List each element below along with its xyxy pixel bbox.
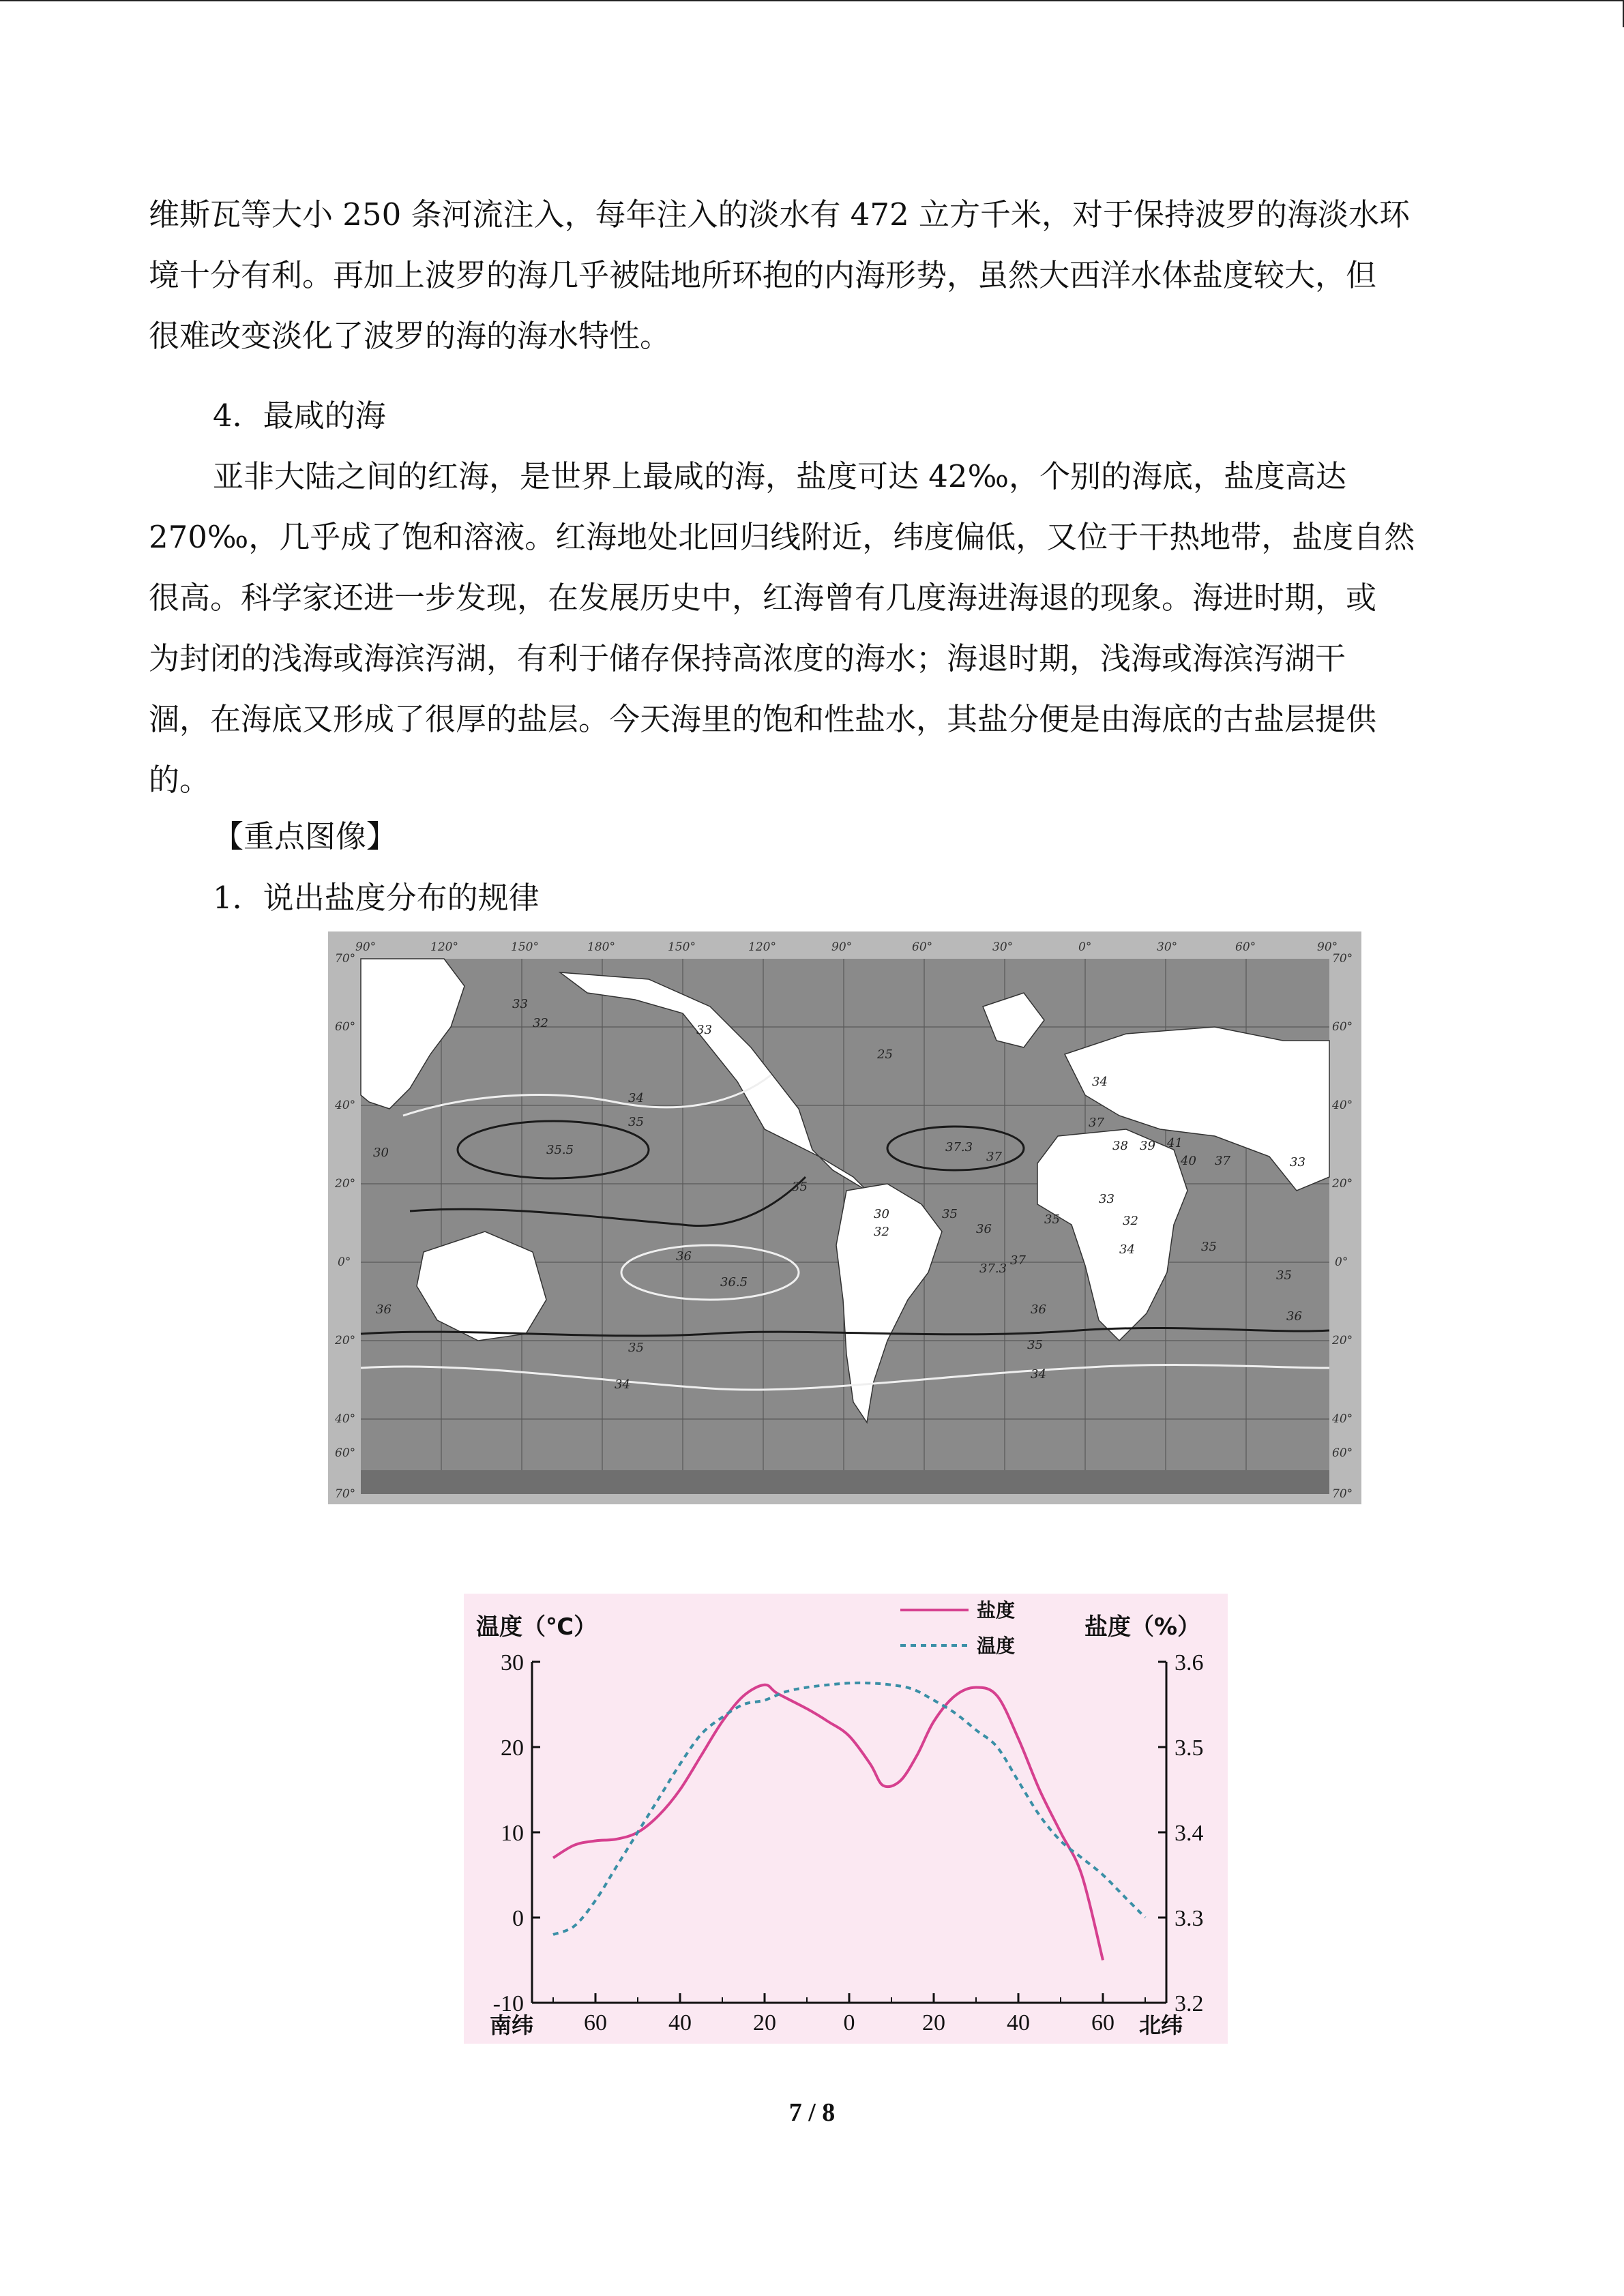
isohaline-label: 34 [1119, 1242, 1135, 1257]
lon-label: 90° [355, 940, 377, 954]
lon-label: 60° [1235, 940, 1256, 954]
isohaline-label: 25 [877, 1047, 893, 1062]
lat-label: 70° [335, 1487, 356, 1501]
lat-label: 0° [1335, 1255, 1348, 1269]
text-line: 维斯瓦等大小 250 条河流注入，每年注入的淡水有 472 立方千米，对于保持波罗的海淡水环 [149, 196, 1411, 233]
x-tick-label: 60 [584, 2010, 607, 2036]
isohaline-label: 30 [874, 1207, 889, 1221]
lon-label: 60° [912, 940, 933, 954]
isohaline-label: 35 [1044, 1212, 1060, 1227]
x-axis-north-label: 北纬 [1139, 2012, 1183, 2038]
lat-label: 60° [335, 1446, 356, 1460]
lat-label: 60° [1332, 1446, 1353, 1460]
lon-label: 90° [831, 940, 853, 954]
text-line: 很高。科学家还进一步发现，在发展历史中，红海曾有几度海进海退的现象。海进时期，或 [149, 580, 1377, 616]
isohaline-label: 38 [1112, 1139, 1128, 1153]
lon-label: 30° [992, 940, 1014, 954]
isohaline-label: 35 [1276, 1268, 1292, 1283]
isohaline-label: 36 [676, 1249, 692, 1264]
lat-label: 70° [1332, 1487, 1353, 1501]
lat-label: 60° [335, 1020, 356, 1034]
isohaline-label: 35 [1027, 1338, 1043, 1352]
x-tick-label: 0 [843, 2010, 855, 2036]
x-tick-label: 60 [1091, 2010, 1114, 2036]
x-tick-label: 20 [753, 2010, 776, 2036]
antarctic-band [361, 1470, 1329, 1494]
y-right-tick-label: 3.2 [1175, 1991, 1204, 2016]
y-left-tick-label: 0 [512, 1906, 524, 1931]
lon-label: 180° [587, 940, 615, 954]
lat-label: 40° [1332, 1412, 1353, 1426]
isohaline-label: 32 [533, 1016, 548, 1030]
lat-label: 40° [335, 1099, 356, 1112]
isohaline-label: 33 [1099, 1192, 1114, 1206]
x-tick-label: 40 [1007, 2010, 1030, 2036]
isohaline-label: 34 [615, 1377, 630, 1392]
heading-saltiest-sea: 4．最咸的海 [213, 398, 386, 434]
isohaline-label: 36 [376, 1302, 392, 1317]
text-line: 很难改变淡化了波罗的海的海水特性。 [149, 318, 671, 354]
baltic-paragraph [149, 184, 1472, 366]
isohaline-label: 37 [986, 1150, 1002, 1164]
isohaline-label: 37 [1010, 1253, 1026, 1268]
text-line: 为封闭的浅海或海滨泻湖，有利于储存保持高浓度的海水；海退时期，浅海或海滨泻湖干 [149, 640, 1346, 676]
section-key-images: 【重点图像】 [213, 818, 398, 854]
isohaline-label: 34 [1092, 1075, 1108, 1089]
isohaline-label: 40 [1181, 1154, 1196, 1168]
lat-label: 70° [1332, 952, 1353, 966]
lon-label: 30° [1157, 940, 1178, 954]
isohaline-label: 35 [1201, 1240, 1217, 1254]
isohaline-label: 32 [874, 1225, 889, 1239]
isohaline-label: 35 [792, 1180, 808, 1194]
legend-temperature-label: 温度 [977, 1635, 1016, 1657]
isohaline-label: 34 [628, 1091, 644, 1105]
lat-label: 60° [1332, 1020, 1353, 1034]
world-salinity-map [328, 931, 1361, 1504]
isohaline-label: 36 [1031, 1302, 1046, 1317]
isohaline-label: 41 [1167, 1136, 1183, 1150]
lat-label: 40° [335, 1412, 356, 1426]
page-top-border [0, 0, 1624, 1]
lon-label: 150° [511, 940, 539, 954]
legend-salinity-label: 盐度 [977, 1599, 1016, 1622]
temp-salinity-chart [464, 1594, 1228, 2044]
isohaline-label: 35.5 [546, 1143, 574, 1157]
isohaline-label: 37.3 [945, 1140, 973, 1154]
y-right-tick-label: 3.5 [1175, 1735, 1204, 1761]
text-line: 境十分有利。再加上波罗的海几乎被陆地所环抱的内海形势，虽然大西洋水体盐度较大，但 [149, 257, 1377, 293]
isohaline-label: 37.3 [979, 1262, 1007, 1276]
isohaline-label: 34 [1031, 1367, 1046, 1382]
isohaline-label: 35 [628, 1341, 644, 1355]
isohaline-label: 37 [1215, 1154, 1230, 1168]
isohaline-label: 32 [1123, 1214, 1138, 1228]
y-left-tick-label: 20 [501, 1735, 524, 1761]
isohaline-label: 33 [696, 1023, 712, 1037]
isohaline-label: 36.5 [720, 1275, 748, 1289]
y-right-tick-label: 3.3 [1175, 1906, 1204, 1931]
y-left-axis-label: 温度（℃） [476, 1613, 597, 1641]
lon-label: 120° [430, 940, 458, 954]
isohaline-label: 35 [942, 1207, 958, 1221]
y-right-tick-label: 3.4 [1175, 1821, 1204, 1846]
item-salinity-distribution: 1．说出盐度分布的规律 [213, 880, 540, 916]
isohaline-label: 35 [628, 1115, 644, 1129]
isohaline-label: 33 [512, 997, 528, 1011]
lon-label: 150° [668, 940, 696, 954]
lon-label: 120° [748, 940, 776, 954]
isohaline-label: 37 [1089, 1116, 1104, 1130]
text-line: 涸，在海底又形成了很厚的盐层。今天海里的饱和性盐水，其盐分便是由海底的古盐层提供 [149, 701, 1377, 737]
y-left-tick-label: 30 [501, 1650, 524, 1675]
x-tick-label: 20 [922, 2010, 945, 2036]
text-line: 270‰，几乎成了饱和溶液。红海地处北回归线附近，纬度偏低，又位于干热地带，盐度自然 [149, 519, 1415, 555]
isohaline-label: 33 [1290, 1155, 1305, 1169]
isohaline-label: 39 [1140, 1139, 1155, 1153]
lat-label: 20° [335, 1334, 356, 1347]
text-line: 的。 [149, 762, 211, 798]
lat-label: 20° [1332, 1177, 1353, 1191]
lat-label: 70° [335, 952, 356, 966]
text-line: 亚非大陆之间的红海，是世界上最咸的海，盐度可达 42‰，个别的海底，盐度高达 [213, 458, 1346, 494]
x-axis-south-label: 南纬 [490, 2012, 534, 2038]
y-left-tick-label: -10 [492, 1991, 524, 2016]
lat-label: 40° [1332, 1099, 1353, 1112]
isohaline-label: 30 [373, 1146, 389, 1160]
chart-background [464, 1594, 1228, 2044]
page-number: 7 / 8 [788, 2098, 836, 2127]
x-tick-label: 40 [668, 2010, 692, 2036]
lon-label: 90° [1317, 940, 1338, 954]
lat-label: 20° [335, 1177, 356, 1191]
isohaline-label: 36 [976, 1222, 992, 1236]
lat-label: 0° [338, 1255, 351, 1269]
lat-label: 20° [1332, 1334, 1353, 1347]
y-left-tick-label: 10 [501, 1821, 524, 1846]
lon-label: 0° [1078, 940, 1092, 954]
isohaline-label: 36 [1286, 1309, 1302, 1324]
y-right-tick-label: 3.6 [1175, 1650, 1204, 1675]
y-right-axis-label: 盐度（%） [1084, 1613, 1201, 1641]
red-sea-paragraph [149, 446, 1472, 810]
